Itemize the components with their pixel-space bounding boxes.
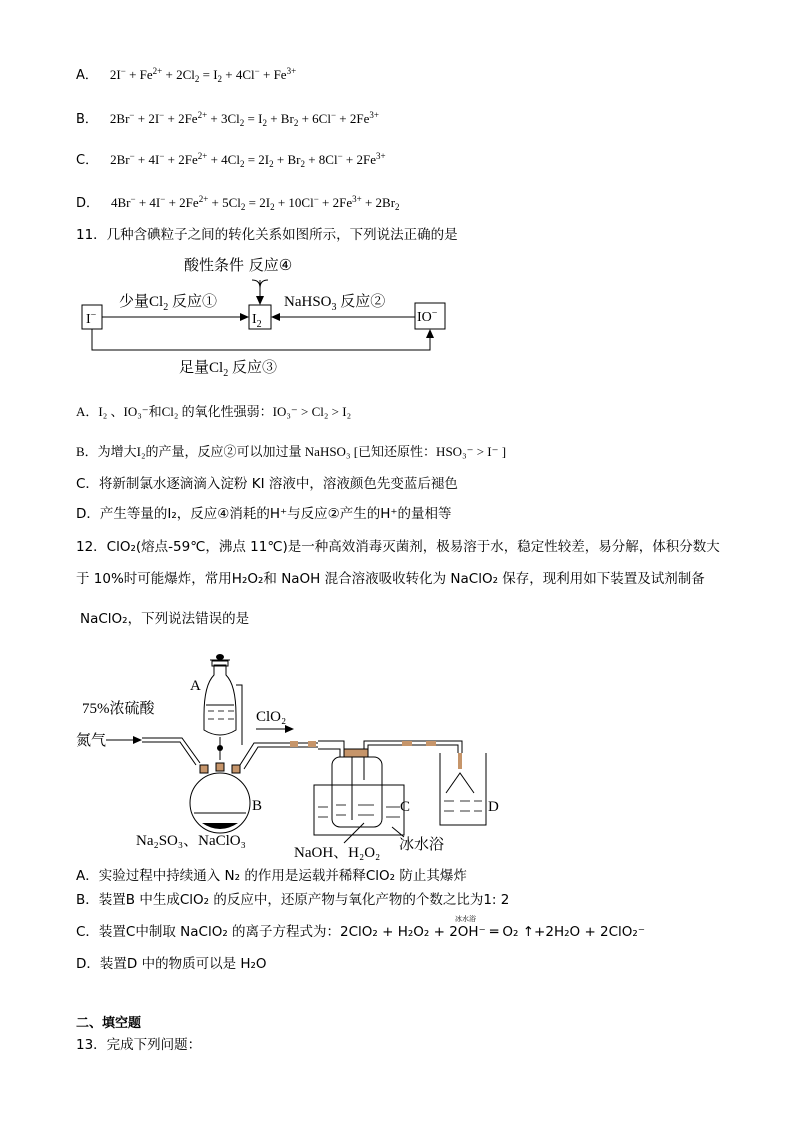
svg-text:I−: I−	[86, 310, 97, 327]
clo2-label: ClO₂	[256, 709, 287, 725]
q12-stem-2: 于 10%时可能爆炸，常用H₂O₂和 NaOH 混合溶液吸收转化为 NaClO₂ 保存，现利用如下装置及试剂制备	[76, 571, 705, 587]
reaction4-label: 酸性条件 反应④	[184, 256, 293, 274]
reaction3-label: 足量Cl2 反应③	[179, 360, 277, 379]
q11-option-a: A．I₂ 、IO₃⁻和Cl₂ 的氧化性强弱：IO₃⁻ > Cl₂ > I₂	[76, 404, 352, 419]
q10-option-d: D． $4Br^- + 4I^- + 2Fe^{2+} + 5Cl_2 = 2I_2 + 10Cl^- + 2Fe^{3+} + 2Br_2$	[76, 194, 400, 212]
q10-option-b: B． $2Br^- + 2I^- + 2Fe^{2+} + 3Cl_2 = I_2 + Br_2 + 6Cl^- + 2Fe^{3+}$	[76, 110, 379, 128]
q12-apparatus	[74, 645, 514, 865]
section-heading: 二、填空题	[76, 1016, 142, 1031]
label-b: B	[252, 798, 263, 814]
q13-stem: 13．完成下列问题：	[76, 1037, 202, 1053]
reaction2-label: NaHSO3 反应②	[284, 294, 386, 313]
reagent-b: Na₂SO₃、NaClO₃	[136, 833, 246, 849]
q11-iodine-diagram	[74, 250, 454, 380]
label-c: C	[400, 799, 411, 815]
q12-option-a: A．实验过程中持续通入 N₂ 的作用是运载并稀释ClO₂ 防止其爆炸	[76, 868, 467, 884]
q11-option-b: B．为增大I₂的产量，反应②可以加过量 NaHSO₃ [已知还原性：HSO₃⁻ > I⁻ ]	[76, 444, 507, 459]
q12-stem-3: NaClO₂，下列说法错误的是	[80, 611, 250, 627]
q12-option-c: C．装置C中制取 NaClO₂ 的离子方程式为：2ClO₂ + H₂O₂ + 2OH⁻ ═ O₂ ↑+2H₂O + 2ClO₂⁻	[76, 924, 645, 940]
acid-label: 75%浓硫酸	[82, 701, 155, 717]
q10-option-c: C． $2Br^- + 4I^- + 2Fe^{2+} + 4Cl_2 = 2I_2 + Br_2 + 8Cl^- + 2Fe^{3+}$	[76, 151, 386, 169]
q11-option-c: C．将新制氯水逐滴滴入淀粉 KI 溶液中，溶液颜色先变蓝后褪色	[76, 476, 458, 492]
q12-option-c-condition: 冰水浴	[455, 915, 476, 923]
svg-text:IO−: IO−	[417, 308, 438, 325]
reagent-c: NaOH、H₂O₂	[294, 845, 381, 861]
q12-option-d: D．装置D 中的物质可以是 H₂O	[76, 956, 267, 972]
q11-stem: 11．几种含碘粒子之间的转化关系如图所示，下列说法正确的是	[76, 227, 458, 243]
reaction1-label: 少量Cl2 反应①	[119, 294, 217, 313]
bath-label: 冰水浴	[399, 837, 445, 853]
q12-stem-1: 12．ClO₂(熔点-59℃，沸点 11℃)是一种高效消毒灭菌剂，极易溶于水，稳定性较差，易分解，体积分数大	[76, 539, 720, 555]
q10-option-a: A． $2I^- + Fe^{2+} + 2Cl_2 = I_2 + 4Cl^- + Fe^{3+}$	[76, 66, 297, 84]
label-d: D	[488, 799, 499, 815]
svg-text:I2: I2	[252, 312, 262, 330]
q12-option-b: B．装置B 中生成ClO₂ 的反应中，还原产物与氧化产物的个数之比为1: 2	[76, 892, 510, 908]
q11-option-d: D．产生等量的I₂，反应④消耗的H⁺与反应②产生的H⁺的量相等	[76, 506, 452, 522]
nitrogen-label: 氮气	[76, 733, 107, 749]
label-a: A	[190, 678, 201, 694]
